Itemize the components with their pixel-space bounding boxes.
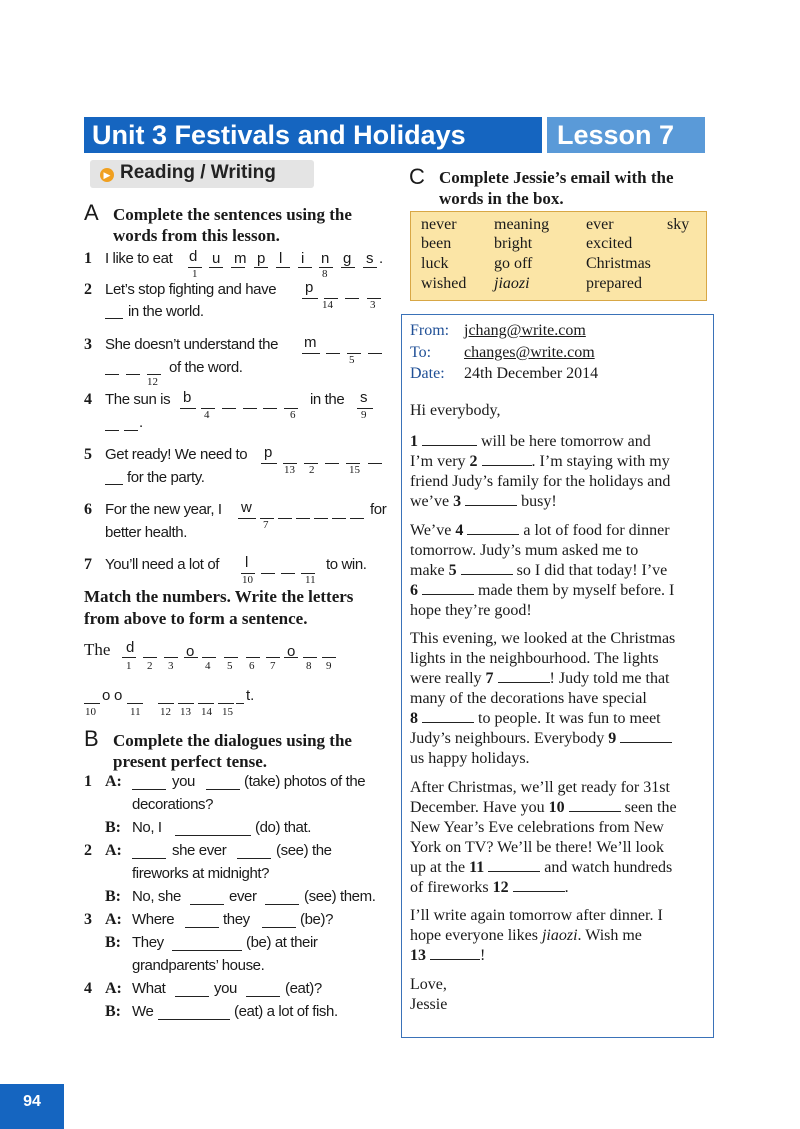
start-letter: s	[360, 389, 368, 406]
dialogue-text: she ever	[172, 842, 227, 859]
start-letter: w	[241, 499, 252, 516]
letter-number: 1	[192, 268, 198, 280]
match-instruction: Match the numbers. Write the letters from above to form a sentence.	[84, 587, 354, 628]
email-text: up at the	[410, 859, 466, 876]
item-number: 5	[84, 446, 92, 463]
dialogue-text: They	[132, 934, 164, 951]
email-text: lights in the neighbourhood. The lights	[410, 650, 659, 667]
letter: i	[301, 250, 305, 267]
email-text: made them by myself before. I	[478, 582, 675, 599]
blank-number: 4	[455, 522, 464, 539]
lesson-title: Lesson 7	[547, 117, 705, 153]
dialogue-text: decorations?	[132, 796, 214, 813]
letter-number: 2	[309, 464, 315, 476]
word: excited	[586, 235, 633, 252]
blank-number: 13	[410, 947, 426, 964]
letter: l	[279, 250, 283, 267]
item-number: 2	[84, 281, 92, 298]
email-text: a lot of food for dinner	[523, 522, 670, 539]
email-text: busy!	[521, 493, 557, 510]
from-label: From:	[410, 322, 450, 339]
section-b-title: Complete the dialogues using the present perfect tense.	[113, 731, 352, 771]
start-letter: p	[305, 279, 314, 296]
blank-number: 12	[492, 879, 509, 896]
page-number: 94	[0, 1084, 64, 1129]
item-text: You’ll need a lot of	[105, 556, 220, 573]
email-text: December. Have you	[410, 799, 545, 816]
unit-title: Unit 3 Festivals and Holidays	[84, 117, 542, 153]
section-b-letter: B	[84, 726, 99, 751]
letter-number: 1	[126, 660, 132, 672]
date-value: 24th December 2014	[464, 365, 599, 382]
item-text: The sun is	[105, 391, 171, 408]
letter-number: 3	[168, 660, 174, 672]
date-label: Date:	[410, 365, 445, 382]
dialogue-text: (eat) a lot of fish.	[234, 1003, 338, 1020]
email-text: I’ll write again tomorrow after dinner. I	[410, 907, 663, 924]
speaker-b: B:	[105, 819, 121, 836]
dialogue-text: ever	[229, 888, 257, 905]
email-text: to people. It was fun to meet	[478, 710, 661, 727]
email-text: so I did that today! I’ve	[516, 562, 668, 579]
word-box	[410, 211, 707, 301]
word: Christmas	[586, 255, 651, 272]
word: ever	[586, 216, 614, 233]
letter-number: 5	[227, 660, 233, 672]
item-text: to win.	[326, 556, 367, 573]
dialogue-text: (take) photos of the	[244, 773, 366, 790]
speaker-a: A:	[105, 773, 122, 790]
letter-number: 15	[349, 464, 360, 476]
email-text: I’m very	[410, 453, 466, 470]
letter: o	[287, 643, 296, 660]
dialogue-text: (see) the	[276, 842, 332, 859]
item-number: 7	[84, 556, 92, 573]
letter: o	[114, 687, 123, 704]
email-text: make	[410, 562, 445, 579]
dialogue-text: No, she	[132, 888, 181, 905]
period: .	[139, 414, 144, 431]
item-number: 1	[84, 250, 92, 267]
letter-number: 10	[85, 706, 96, 718]
letter-number: 13	[284, 464, 295, 476]
item-text: of the word.	[169, 359, 243, 376]
blank-number: 11	[469, 859, 485, 876]
start-letter: p	[264, 444, 273, 461]
letter-number: 6	[290, 409, 296, 421]
email-text: friend Judy’s family for the holidays and	[410, 473, 671, 490]
letter-number: 8	[322, 268, 328, 280]
start-letter: b	[183, 389, 192, 406]
dialogue-text: fireworks at midnight?	[132, 865, 270, 882]
dialogue-text: (see) them.	[304, 888, 376, 905]
email-text: Judy’s neighbours. Everybody	[410, 730, 605, 747]
dialogue-text: you	[214, 980, 237, 997]
closing: Love,	[410, 976, 447, 993]
from-address: jchang@write.com	[464, 322, 586, 339]
letter: s	[366, 250, 374, 267]
email-text: tomorrow. Judy’s mum asked me to	[410, 542, 639, 559]
item-number: 4	[84, 391, 92, 408]
item-text: I like to eat	[105, 250, 173, 267]
start-letter: l	[245, 554, 249, 571]
email-text: of fireworks	[410, 879, 489, 896]
section-a-letter: A	[84, 200, 99, 225]
letter-number: 6	[249, 660, 255, 672]
blank-number: 5	[448, 562, 457, 579]
letter: t.	[246, 687, 255, 704]
letter-number: 4	[205, 660, 211, 672]
email-text: and watch hundreds	[544, 859, 673, 876]
blank-number: 2	[469, 453, 478, 470]
letter-number: 4	[204, 409, 210, 421]
blank-number: 9	[608, 730, 617, 747]
dialogue-text: grandparents’ house.	[132, 957, 265, 974]
email-text: This evening, we looked at the Christmas	[410, 630, 676, 647]
email-text: . Wish me	[577, 927, 642, 944]
email-text: York on TV? We’ll be there! We’ll look	[410, 839, 664, 856]
greeting: Hi everybody,	[410, 402, 501, 419]
speaker-b: B:	[105, 1003, 121, 1020]
letter-number: 14	[201, 706, 212, 718]
dialogue-text: What	[132, 980, 166, 997]
blank-number: 10	[548, 799, 565, 816]
item-text: better health.	[105, 524, 187, 541]
letter-number: 5	[349, 354, 355, 366]
email-text: We’ve	[410, 522, 452, 539]
dialogue-text: Where	[132, 911, 175, 928]
email-text: hope everyone likes	[410, 927, 538, 944]
letter-number: 9	[361, 409, 367, 421]
item-text: Let’s stop fighting and have	[105, 281, 277, 298]
dialogue-number: 2	[84, 842, 92, 859]
section-c-title: Complete Jessie’s email with the words in the box.	[439, 168, 674, 208]
email-text: After Christmas, we’ll get ready for 31st	[410, 779, 670, 796]
email-text: New Year’s Eve celebrations from New	[410, 819, 664, 836]
letter-number: 12	[147, 376, 158, 388]
letter: o	[102, 687, 111, 704]
blank-number: 8	[410, 710, 418, 727]
letter-number: 9	[326, 660, 332, 672]
letter-number: 14	[322, 299, 333, 311]
letter: g	[343, 250, 352, 267]
email-text: were really	[410, 670, 482, 687]
letter-number: 8	[306, 660, 312, 672]
word: luck	[421, 255, 449, 272]
section-a-title: Complete the sentences using the words from this lesson.	[113, 205, 352, 245]
letter-number: 7	[270, 660, 276, 672]
dialogue-text: We	[132, 1003, 154, 1020]
word: meaning	[494, 216, 550, 233]
letter: m	[234, 250, 247, 267]
letter-number: 3	[370, 299, 376, 311]
dialogue-text: you	[172, 773, 195, 790]
to-label: To:	[410, 344, 432, 361]
signature: Jessie	[410, 996, 448, 1013]
word: wished	[421, 275, 467, 292]
period: .	[379, 250, 384, 267]
email-text: !	[480, 947, 486, 964]
email-text: hope they’re good!	[410, 602, 532, 619]
email-text: us happy holidays.	[410, 750, 530, 767]
start-letter: m	[304, 334, 317, 351]
dialogue-text: (be)?	[300, 911, 334, 928]
dialogue-text: they	[223, 911, 250, 928]
dialogue-number: 3	[84, 911, 92, 928]
section-c-letter: C	[409, 164, 425, 189]
word: sky	[667, 216, 690, 233]
word: never	[421, 216, 457, 233]
item-text: for	[370, 501, 387, 518]
word: jiaozi	[494, 275, 530, 292]
sentence-the: The	[84, 640, 111, 659]
blank-number: 1	[410, 433, 418, 450]
letter-number: 2	[147, 660, 153, 672]
word: been	[421, 235, 452, 252]
letter-number: 15	[222, 706, 233, 718]
speaker-b: B:	[105, 888, 121, 905]
word: bright	[494, 235, 533, 252]
email-box	[401, 314, 714, 1038]
letter-number: 10	[242, 574, 253, 586]
dialogue-text: (eat)?	[285, 980, 322, 997]
letter-number: 11	[305, 574, 316, 586]
item-text: for the party.	[127, 469, 205, 486]
email-text: .	[564, 879, 569, 896]
dialogue-number: 1	[84, 773, 92, 790]
letter: o	[186, 643, 195, 660]
email-text: ! Judy told me that	[549, 670, 670, 687]
item-text: She doesn’t understand the	[105, 336, 279, 353]
letter-number: 7	[263, 519, 269, 531]
word: go off	[494, 255, 533, 272]
letter: d	[126, 639, 135, 656]
item-number: 6	[84, 501, 92, 518]
email-text: . I’m staying with my	[531, 453, 670, 470]
skill-label: Reading / Writing	[120, 162, 276, 183]
letter-number: 11	[130, 706, 141, 718]
blank-number: 3	[453, 493, 462, 510]
email-text-italic: jiaozi	[541, 927, 578, 944]
dialogue-number: 4	[84, 980, 92, 997]
speaker-a: A:	[105, 980, 122, 997]
letter: p	[257, 250, 266, 267]
email-text: will be here tomorrow and	[481, 433, 651, 450]
dialogue-text: (do) that.	[255, 819, 312, 836]
item-text: Get ready! We need to	[105, 446, 248, 463]
letter: n	[321, 250, 330, 267]
word: prepared	[586, 275, 642, 292]
letter: d	[189, 248, 198, 265]
skill-badge	[90, 160, 314, 188]
item-text: in the	[310, 391, 345, 408]
letter-number: 13	[180, 706, 191, 718]
to-address: changes@write.com	[464, 344, 595, 361]
item-number: 3	[84, 336, 92, 353]
item-text: in the world.	[128, 303, 204, 320]
blank-number: 7	[485, 670, 494, 687]
dialogue-text: (be) at their	[246, 934, 318, 951]
speaker-a: A:	[105, 842, 122, 859]
blank-number: 6	[410, 582, 418, 599]
speaker-b: B:	[105, 934, 121, 951]
dialogue-text: No, I	[132, 819, 162, 836]
lesson-header	[84, 117, 705, 153]
email-text: many of the decorations have special	[410, 690, 647, 707]
email-text: we’ve	[410, 493, 450, 510]
letter: u	[212, 250, 221, 267]
letter-number: 12	[160, 706, 171, 718]
item-text: For the new year, I	[105, 501, 222, 518]
play-arrow-icon: ▶	[100, 168, 114, 182]
email-text: seen the	[624, 799, 677, 816]
speaker-a: A:	[105, 911, 122, 928]
